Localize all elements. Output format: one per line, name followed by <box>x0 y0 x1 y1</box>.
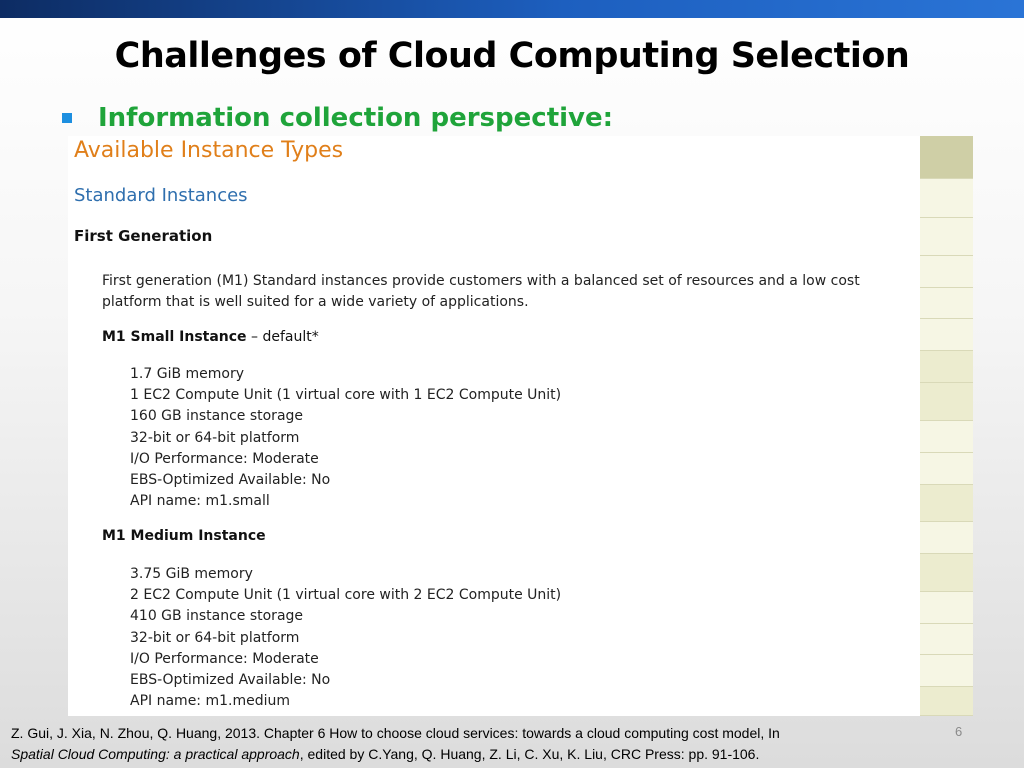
standard-instances-heading: Standard Instances <box>74 185 248 206</box>
table-cell <box>920 421 973 453</box>
table-cell <box>920 136 973 179</box>
instance-heading-small <box>102 329 319 345</box>
table-cell <box>920 592 973 624</box>
spec-item: 1 EC2 Compute Unit (1 virtual core with 1 EC2 Compute Unit) <box>130 387 562 404</box>
spec-list-small <box>130 364 561 512</box>
spec-item: API name: m1.small <box>130 493 270 510</box>
spec-item: 410 GB instance storage <box>130 608 304 625</box>
available-instance-types-heading: Available Instance Types <box>74 138 344 163</box>
spec-item: 160 GB instance storage <box>130 408 304 425</box>
instance-name: M1 Medium Instance <box>102 528 266 544</box>
instance-name: M1 Small Instance <box>102 329 247 345</box>
slide-title: Challenges of Cloud Computing Selection <box>114 36 910 76</box>
description-line: First generation (M1) Standard instances provide customers with a balanced set of resources and a low cost <box>102 273 860 289</box>
spec-list-medium <box>130 564 561 712</box>
table-cell <box>920 655 973 687</box>
spec-item: 1.7 GiB memory <box>130 366 245 382</box>
instance-suffix: – default* <box>251 329 319 345</box>
table-cell <box>920 288 973 319</box>
square-bullet-icon <box>62 113 72 123</box>
bullet-text: Information collection perspective: <box>98 103 614 133</box>
screenshot-content <box>68 136 920 716</box>
spec-item: 2 EC2 Compute Unit (1 virtual core with 2 EC2 Compute Unit) <box>130 587 562 604</box>
table-cell <box>920 485 973 522</box>
table-cell <box>920 351 973 383</box>
citation-book-title: Spatial Cloud Computing: a practical approach <box>11 746 300 762</box>
spec-item: 3.75 GiB memory <box>130 566 253 582</box>
table-cell <box>920 453 973 485</box>
table-side-column <box>920 136 973 716</box>
page-number: 6 <box>955 724 963 739</box>
citation-publisher: , edited by C.Yang, Q. Huang, Z. Li, C. Xu, K. Liu, CRC Press: pp. 91-106. <box>299 746 760 762</box>
table-cell <box>920 218 973 256</box>
table-cell <box>920 554 973 592</box>
spec-item: I/O Performance: Moderate <box>130 650 319 667</box>
table-cell <box>920 624 973 655</box>
table-cell <box>920 383 973 421</box>
top-banner <box>0 0 1024 18</box>
spec-item: I/O Performance: Moderate <box>130 450 319 467</box>
spec-item: 32-bit or 64-bit platform <box>130 629 300 646</box>
generation-description <box>102 271 922 313</box>
instance-heading-medium <box>102 528 266 544</box>
spec-item: 32-bit or 64-bit platform <box>130 429 300 446</box>
table-cell <box>920 687 973 716</box>
table-cell <box>920 319 973 351</box>
table-cell <box>920 522 973 554</box>
first-generation-heading: First Generation <box>74 227 213 245</box>
instance-types-screenshot <box>68 136 973 716</box>
spec-item: API name: m1.medium <box>130 693 291 710</box>
table-cell <box>920 179 973 218</box>
table-cell <box>920 256 973 288</box>
spec-item: EBS-Optimized Available: No <box>130 672 331 689</box>
citation <box>11 723 951 765</box>
description-line: platform that is well suited for a wide variety of applications. <box>102 294 529 310</box>
spec-item: EBS-Optimized Available: No <box>130 472 331 489</box>
citation-authors: Z. Gui, J. Xia, N. Zhou, Q. Huang, 2013. Chapter 6 How to choose cloud services: towards a cloud computing cost model, In <box>11 725 780 741</box>
